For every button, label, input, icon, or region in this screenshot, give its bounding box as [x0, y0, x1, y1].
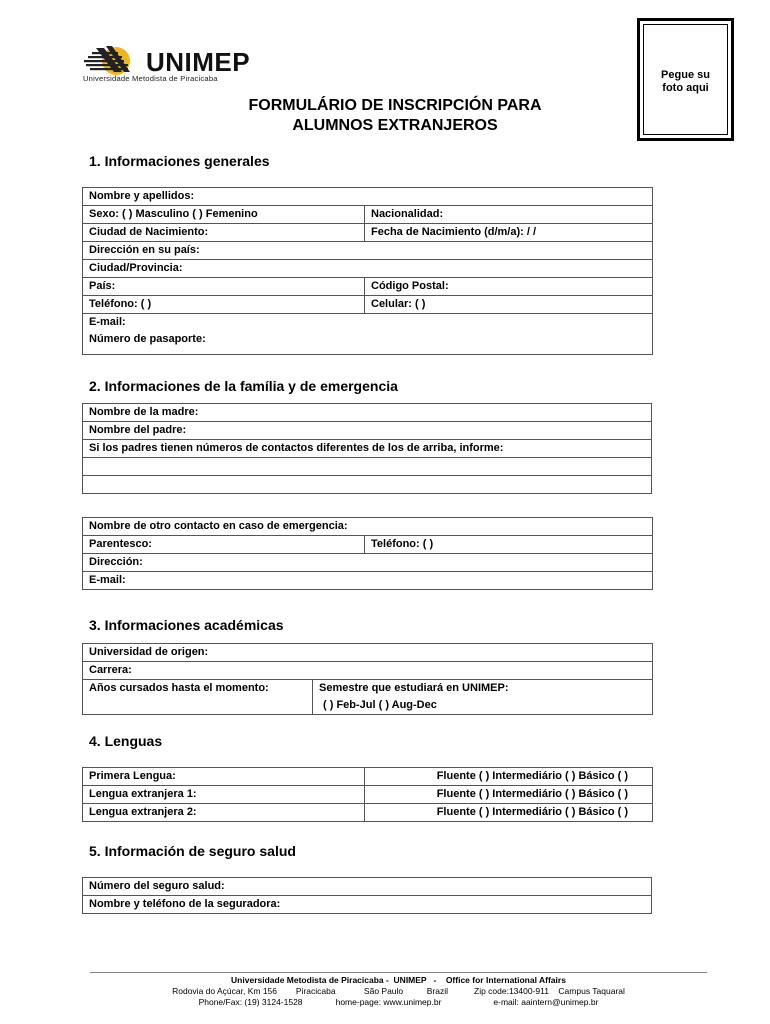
- photo-label-line2: foto aqui: [662, 82, 709, 94]
- photo-label-line1: Pegue su: [661, 69, 710, 81]
- field-email-emergencia[interactable]: E-mail:: [83, 572, 653, 590]
- footer-divider: [90, 972, 707, 973]
- field-codigo-postal[interactable]: Código Postal:: [365, 278, 653, 296]
- field-pais[interactable]: País:: [83, 278, 365, 296]
- family-info-table: [82, 403, 652, 494]
- logo-wordmark: UNIMEP: [146, 47, 251, 77]
- languages-table: [82, 767, 653, 822]
- field-contactos-line2[interactable]: [83, 476, 652, 494]
- field-parentesco[interactable]: Parentesco:: [83, 536, 365, 554]
- section-heading-languages: 4. Lenguas: [89, 733, 163, 749]
- field-padre[interactable]: Nombre del padre:: [83, 422, 652, 440]
- field-primera-lengua[interactable]: Primera Lengua:: [83, 768, 365, 786]
- semestre-options[interactable]: ( ) Feb-Jul ( ) Aug-Dec: [323, 699, 437, 711]
- field-seguradora[interactable]: Nombre y teléfono de la seguradora:: [83, 896, 652, 914]
- field-semestre[interactable]: [313, 680, 653, 715]
- field-anos-cursados[interactable]: Años cursados hasta el momento:: [83, 680, 313, 715]
- levels-lengua-extranjera-2[interactable]: Fluente ( ) Intermediário ( ) Básico ( ): [365, 804, 653, 822]
- field-telefono-emergencia[interactable]: Teléfono: ( ): [365, 536, 653, 554]
- footer-institution: Universidade Metodista de Piracicaba - UNIMEP - Office for International Affairs: [231, 975, 566, 985]
- form-title-line2: ALUMNOS EXTRANJEROS: [292, 117, 498, 134]
- emergency-contact-table: [82, 517, 653, 590]
- general-info-table: [82, 187, 653, 355]
- field-lengua-extranjera-1[interactable]: Lengua extranjera 1:: [83, 786, 365, 804]
- field-carrera[interactable]: Carrera:: [83, 662, 653, 680]
- field-fecha-nacimiento[interactable]: Fecha de Nacimiento (d/m/a): / /: [365, 224, 653, 242]
- field-otro-contacto[interactable]: Nombre de otro contacto en caso de emergencia:: [83, 518, 653, 536]
- section-heading-academic: 3. Informaciones académicas: [89, 617, 284, 633]
- logo-subtitle: Universidade Metodista de Piracicaba: [83, 74, 218, 83]
- field-direccion-emergencia[interactable]: Dirección:: [83, 554, 653, 572]
- field-numero-seguro[interactable]: Número del seguro salud:: [83, 878, 652, 896]
- section-heading-family: 2. Informaciones de la família y de emergencia: [89, 378, 398, 394]
- academic-info-table: [82, 643, 653, 715]
- semestre-label: Semestre que estudiará en UNIMEP:: [319, 682, 509, 694]
- levels-lengua-extranjera-1[interactable]: Fluente ( ) Intermediário ( ) Básico ( ): [365, 786, 653, 804]
- field-telefono[interactable]: Teléfono: ( ): [83, 296, 365, 314]
- footer-address: Rodovia do Açúcar, Km 156 Piracicaba São Paulo Brazil Zip code:13400-911 Campus Taquaral: [172, 986, 625, 996]
- insurance-table: [82, 877, 652, 914]
- field-ciudad-provincia[interactable]: Ciudad/Provincia:: [83, 260, 653, 278]
- field-direccion[interactable]: Dirección en su país:: [83, 242, 653, 260]
- photo-box-label: [640, 69, 731, 95]
- field-celular[interactable]: Celular: ( ): [365, 296, 653, 314]
- field-ciudad-nacimiento[interactable]: Ciudad de Nacimiento:: [83, 224, 365, 242]
- field-contactos[interactable]: Si los padres tienen números de contactos diferentes de los de arriba, informe:: [83, 440, 652, 458]
- form-title-line1: FORMULÁRIO DE INSCRIPCIÓN PARA: [248, 97, 542, 114]
- footer-contact: Phone/Fax: (19) 3124-1528 home-page: www.unimep.br e-mail: aaintern@unimep.br: [198, 997, 599, 1007]
- field-lengua-extranjera-2[interactable]: Lengua extranjera 2:: [83, 804, 365, 822]
- section-heading-general: 1. Informaciones generales: [89, 153, 270, 169]
- section-heading-insurance: 5. Información de seguro salud: [89, 843, 296, 859]
- field-sexo[interactable]: Sexo: ( ) Masculino ( ) Femenino: [83, 206, 365, 224]
- field-nacionalidad[interactable]: Nacionalidad:: [365, 206, 653, 224]
- levels-primera-lengua[interactable]: Fluente ( ) Intermediário ( ) Básico ( ): [365, 768, 653, 786]
- field-nombre[interactable]: Nombre y apellidos:: [83, 188, 653, 206]
- field-pasaporte[interactable]: Número de pasaporte:: [83, 331, 653, 355]
- field-email[interactable]: E-mail:: [83, 314, 653, 332]
- field-universidad[interactable]: Universidad de origen:: [83, 644, 653, 662]
- field-madre[interactable]: Nombre de la madre:: [83, 404, 652, 422]
- photo-box[interactable]: [637, 18, 734, 141]
- unimep-logo-icon: [82, 44, 144, 76]
- field-contactos-line1[interactable]: [83, 458, 652, 476]
- form-title: [160, 96, 630, 136]
